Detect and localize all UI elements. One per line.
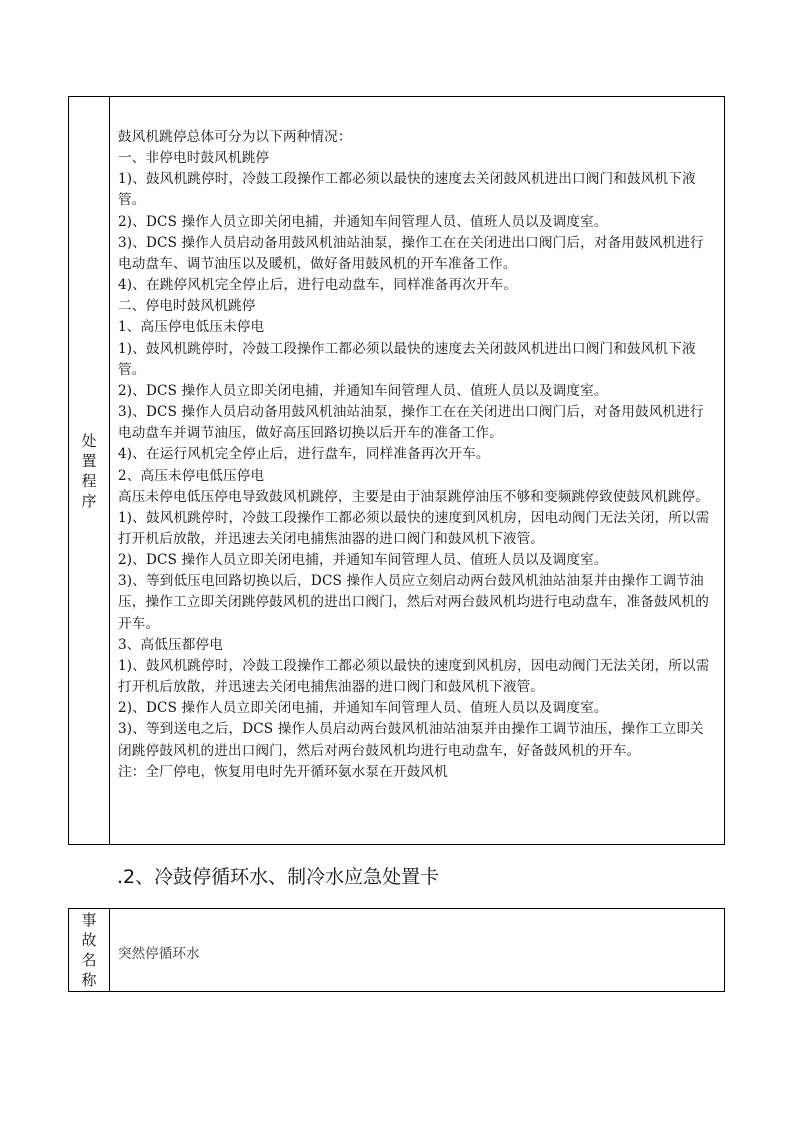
accident-table — [68, 908, 725, 992]
procedure-line: 1)、鼓风机跳停时，冷鼓工段操作工都必须以最快的速度去关闭鼓风机进出口阀门和鼓风机下液管。 — [118, 340, 696, 378]
procedure-line: 3)、DCS 操作人员启动备用鼓风机油站油泵，操作工在在关闭进出口阀门后，对备用鼓风机进行电动盘车、调节油压以及暖机，做好备用鼓风机的开车准备工作。 — [118, 234, 704, 272]
procedure-line: 3、高低压都停电 — [118, 636, 224, 653]
procedure-line: 3)、DCS 操作人员启动备用鼓风机油站油泵，操作工在在关闭进出口阀门后，对备用鼓风机进行电动盘车并调节油压，做好高压回路切换以后开车的准备工作。 — [118, 404, 704, 442]
procedure-line: 2)、DCS 操作人员立即关闭电捕，并通知车间管理人员、值班人员以及调度室。 — [118, 213, 608, 230]
procedure-line: 1)、鼓风机跳停时，冷鼓工段操作工都必须以最快的速度去关闭鼓风机进出口阀门和鼓风机下液管。 — [118, 171, 696, 209]
procedure-line: 2)、DCS 操作人员立即关闭电捕，并通知车间管理人员、值班人员以及调度室。 — [118, 382, 608, 399]
procedure-content-cell — [110, 97, 724, 844]
procedure-line: 二、停电时鼓风机跳停 — [118, 298, 256, 315]
procedure-line: 1、高压停电低压未停电 — [118, 319, 265, 336]
procedure-line: 2、高压未停电低压停电 — [118, 467, 265, 484]
procedure-line: 1)、鼓风机跳停时，冷鼓工段操作工都必须以最快的速度到风机房，因电动阀门无法关闭，所以需打开机后放散，并迅速去关闭电捕焦油器的进口阀门和鼓风机下液管。 — [118, 509, 710, 547]
procedure-line: 3)、等到低压电回路切换以后，DCS 操作人员应立刻启动两台鼓风机油站油泵并由操作工调节油压，操作工立即关闭跳停鼓风机的进出口阀门，然后对两台鼓风机均进行电动盘车，准备鼓风机的开车。 — [118, 573, 709, 632]
procedure-line: 鼓风机跳停总体可分为以下两种情况： — [118, 129, 352, 145]
procedure-line: 注：全厂停电，恢复用电时先开循环氨水泵在开鼓风机 — [118, 763, 448, 780]
procedure-line: 2)、DCS 操作人员立即关闭电捕，并通知车间管理人员、值班人员以及调度室。 — [118, 552, 608, 569]
accident-label: 事故名称 — [81, 911, 97, 989]
procedure-label-cell — [69, 97, 110, 844]
section-title: .2、冷鼓停循环水、制冷水应急处置卡 — [117, 866, 440, 888]
procedure-line: 3)、等到送电之后，DCS 操作人员启动两台鼓风机油站油泵并由操作工调节油压，操作工立即关闭跳停鼓风机的进出口阀门，然后对两台鼓风机均进行电动盘车，好备鼓风机的开车。 — [118, 721, 704, 759]
procedure-text — [118, 127, 716, 783]
procedure-line: 高压未停电低压停电导致鼓风机跳停，主要是由于油泵跳停油压不够和变频跳停致使鼓风机跳停。 — [118, 488, 709, 505]
accident-content-cell — [110, 909, 724, 991]
procedure-line: 一、非停电时鼓风机跳停 — [118, 150, 270, 167]
procedure-line: 2)、DCS 操作人员立即关闭电捕，并通知车间管理人员、值班人员以及调度室。 — [118, 700, 608, 717]
accident-label-cell — [69, 909, 110, 991]
procedure-line: 1)、鼓风机跳停时，冷鼓工段操作工都必须以最快的速度到风机房，因电动阀门无法关闭，所以需打开机后放散，并迅速去关闭电捕焦油器的进口阀门和鼓风机下液管。 — [118, 657, 710, 696]
accident-name: 突然停循环水 — [118, 946, 200, 962]
procedure-line: 4)、在运行风机完全停止后，进行盘车，同样准备再次开车。 — [118, 446, 490, 463]
procedure-label: 处置程序 — [81, 431, 97, 510]
procedure-line: 4)、在跳停风机完全停止后，进行电动盘车，同样准备再次开车。 — [118, 277, 518, 294]
procedure-table — [68, 96, 725, 845]
